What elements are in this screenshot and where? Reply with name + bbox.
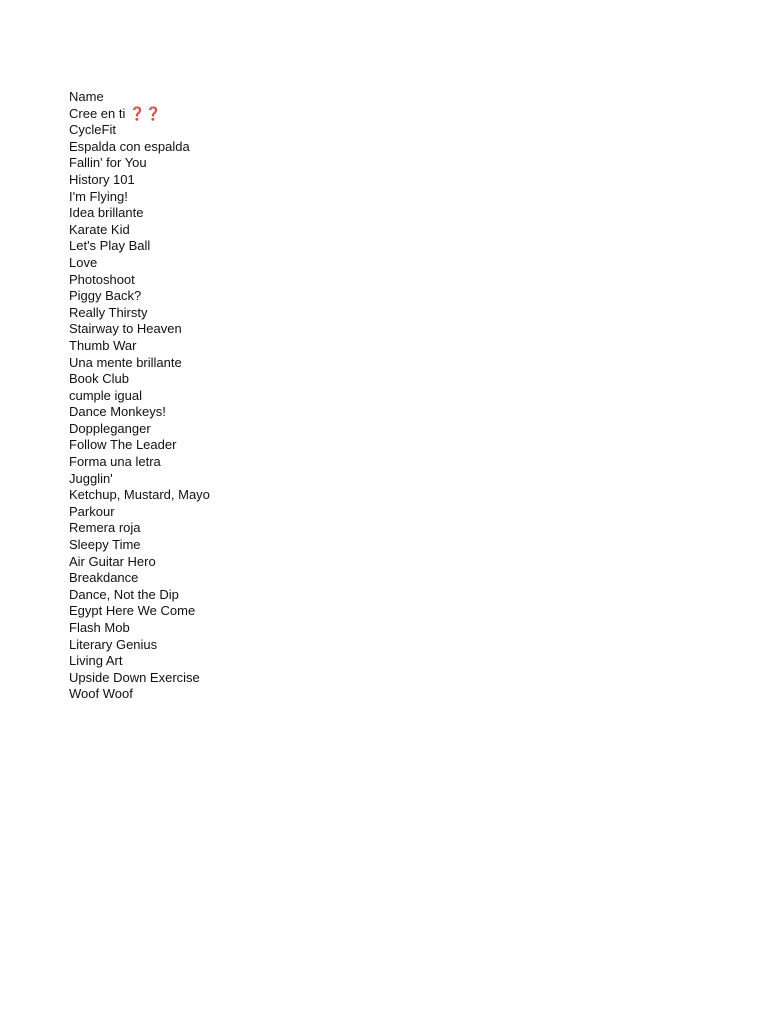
list-item: Breakdance — [69, 570, 139, 586]
list-item: Sleepy Time — [69, 537, 141, 553]
list-item: Dance, Not the Dip — [69, 586, 179, 602]
list-item: Woof Woof — [69, 686, 133, 702]
list-item: cumple igual — [69, 387, 142, 403]
list-item: Idea brillante — [69, 205, 144, 221]
list-item: Fallin' for You — [69, 155, 147, 171]
list-item: Flash Mob — [69, 620, 130, 635]
list-item: Stairway to Heaven — [69, 321, 182, 337]
list-item: Thumb War — [69, 337, 137, 353]
list-item: Let's Play Ball — [69, 238, 151, 254]
list-item: Piggy Back? — [69, 288, 142, 304]
list-item: Egypt Here We Come — [69, 603, 196, 619]
list-item: Book Club — [69, 371, 129, 387]
list-item: Upside Down Exercise — [69, 669, 200, 685]
list-header: Name — [69, 89, 104, 104]
list-item: Espalda con espalda — [69, 138, 190, 154]
list-item: Una mente brillante — [69, 354, 182, 370]
list-item: Photoshoot — [69, 271, 135, 287]
list-item: Doppleganger — [69, 420, 151, 436]
list-item: Living Art — [69, 653, 123, 669]
list-item: Dance Monkeys! — [69, 404, 166, 420]
list-item: Parkour — [69, 503, 115, 519]
list-item: Ketchup, Mustard, Mayo — [69, 487, 210, 503]
list-item: Literary Genius — [69, 636, 158, 652]
list-item: History 101 — [69, 171, 135, 187]
list-item: Jugglin' — [69, 470, 113, 486]
list-item: Follow The Leader — [69, 437, 177, 453]
list-item: Karate Kid — [69, 221, 130, 237]
list-item: Really Thirsty — [69, 304, 148, 320]
list-item: Remera roja — [69, 520, 141, 536]
list-item: Forma una letra — [69, 454, 161, 470]
name-list — [69, 89, 210, 703]
list-item: Cree en ti ❓❓ — [69, 105, 162, 121]
list-item: Love — [69, 254, 98, 270]
list-item: CycleFit — [69, 122, 116, 138]
list-item: Air Guitar Hero — [69, 553, 156, 569]
list-item: I'm Flying! — [69, 188, 128, 204]
